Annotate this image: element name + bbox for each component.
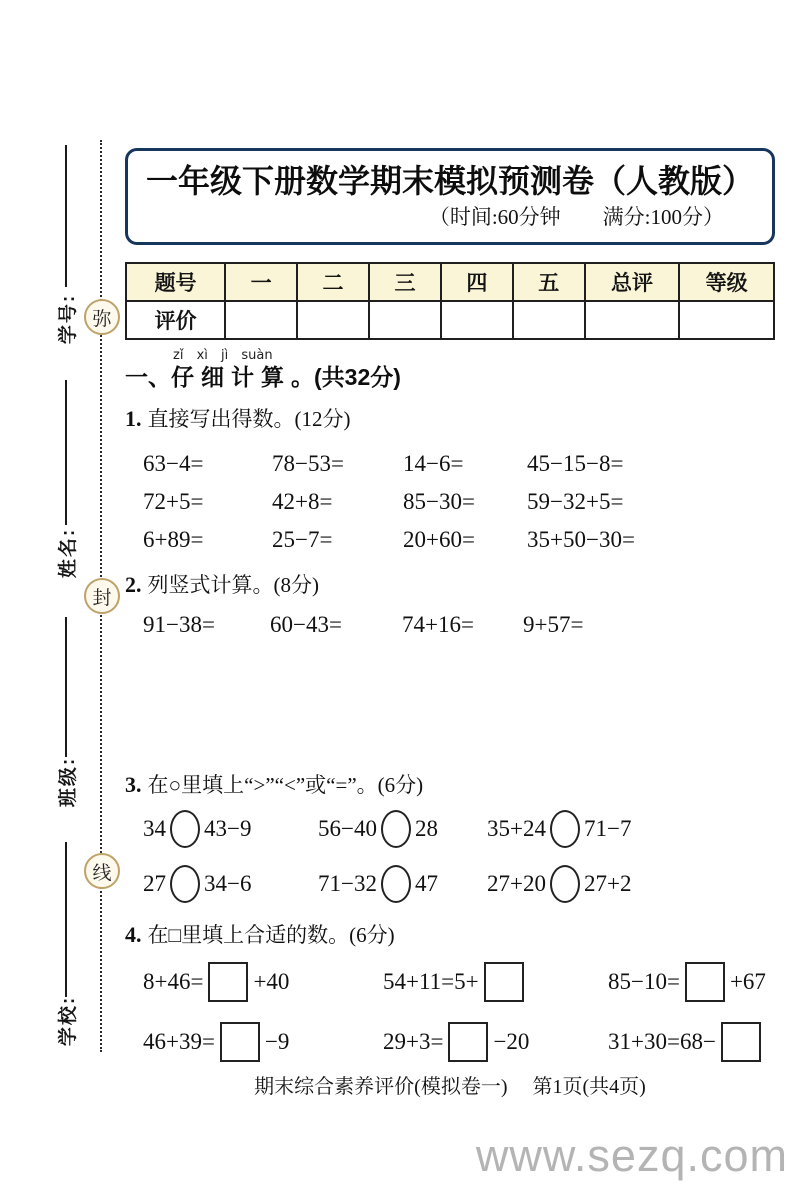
- q3-label: [125, 771, 775, 799]
- compare-right: 47: [414, 871, 438, 896]
- fill-box-blank: [208, 962, 248, 1002]
- school-label: 学校:: [58, 995, 79, 1047]
- fill-left: 8+46=: [143, 969, 204, 994]
- fill-item: [608, 1022, 775, 1062]
- student-id-label: 学号:: [58, 293, 79, 345]
- compare-right: 71−7: [583, 816, 632, 841]
- q4-problem-grid: [125, 962, 775, 1062]
- math-problem: 59−32+5=: [527, 489, 624, 514]
- score-header-question-no: 题号: [126, 263, 225, 301]
- class-label: 班级:: [58, 756, 79, 808]
- score-header-3: 三: [369, 263, 441, 301]
- q1-instruction: 直接写出得数。(12分): [147, 407, 351, 431]
- seal-stamp-mi: 弥: [84, 299, 120, 335]
- q2-number: 2.: [125, 572, 142, 597]
- compare-item: [487, 810, 775, 848]
- math-problem: 85−30=: [403, 489, 475, 514]
- fill-box-blank: [448, 1022, 488, 1062]
- score-cell-empty: [369, 301, 441, 339]
- compare-circle-blank: [550, 865, 580, 903]
- compare-right: 28: [414, 816, 438, 841]
- fill-left: 31+30=68−: [608, 1029, 716, 1054]
- score-cell-empty: [225, 301, 297, 339]
- math-problem: 72+5=: [143, 489, 204, 514]
- math-problem: 60−43=: [270, 612, 342, 637]
- q2-label: [125, 571, 775, 599]
- math-problem: 9+57=: [523, 612, 584, 637]
- q1-label: [125, 405, 775, 433]
- title-box: [125, 148, 775, 245]
- q4-number: 4.: [125, 922, 142, 947]
- seal-stamp-xian: 线: [84, 853, 120, 889]
- score-table: [125, 262, 775, 340]
- compare-right: 34−6: [204, 871, 252, 896]
- section1-prefix: 一、: [125, 364, 171, 390]
- name-label: 姓名:: [58, 527, 79, 579]
- exam-subtitle: （时间:60分钟 满分:100分）: [428, 205, 724, 229]
- fill-item: [383, 962, 608, 1002]
- fill-right: −20: [493, 1029, 530, 1054]
- math-problem: 35+50−30=: [527, 527, 635, 552]
- math-problem: 45−15−8=: [527, 451, 624, 476]
- fill-box-blank: [484, 962, 524, 1002]
- q2-instruction: 列竖式计算。(8分): [147, 573, 319, 597]
- math-problem: 20+60=: [403, 527, 475, 552]
- score-cell-empty: [513, 301, 585, 339]
- score-cell-empty: [585, 301, 680, 339]
- compare-left: 71−32: [318, 871, 377, 896]
- fill-left: 29+3=: [383, 1029, 444, 1054]
- compare-item: [318, 810, 487, 848]
- compare-item: [487, 865, 775, 903]
- q3-number: 3.: [125, 772, 142, 797]
- math-problem: 42+8=: [272, 489, 333, 514]
- fill-left: 46+39=: [143, 1029, 215, 1054]
- compare-item: [143, 865, 318, 903]
- section1-chars: zǐ xì jì suàn 仔细计算: [171, 348, 291, 390]
- compare-left: 34: [143, 816, 166, 841]
- compare-item: [318, 865, 487, 903]
- fill-right: −9: [264, 1029, 290, 1054]
- q3-instruction: 在○里填上“>”“<”或“=”。(6分): [147, 773, 424, 797]
- score-cell-empty: [441, 301, 513, 339]
- section1-heading: [125, 348, 775, 391]
- compare-left: 35+24: [487, 816, 546, 841]
- seal-stamp-feng: 封: [84, 578, 120, 614]
- compare-circle-blank: [170, 810, 200, 848]
- compare-left: 27: [143, 871, 166, 896]
- fill-item: [608, 962, 775, 1002]
- exam-content: [125, 148, 775, 1100]
- page-footer: 期末综合素养评价(模拟卷一) 第1页(共4页): [254, 1076, 646, 1098]
- q2-problem-grid: [125, 611, 775, 639]
- compare-circle-blank: [381, 865, 411, 903]
- math-problem: 63−4=: [143, 451, 204, 476]
- section1-suffix: 。(共32分): [291, 364, 401, 390]
- math-problem: 91−38=: [143, 612, 215, 637]
- score-cell-empty: [297, 301, 369, 339]
- compare-item: [143, 810, 318, 848]
- q4-label: [125, 921, 775, 949]
- fill-item: [383, 1022, 608, 1062]
- fill-item: [143, 1022, 383, 1062]
- compare-left: 27+20: [487, 871, 546, 896]
- compare-circle-blank: [550, 810, 580, 848]
- fill-box-blank: [721, 1022, 761, 1062]
- score-header-total: 总评: [585, 263, 680, 301]
- q4-instruction: 在□里填上合适的数。(6分): [147, 923, 395, 947]
- score-row-label: 评价: [126, 301, 225, 339]
- compare-right: 27+2: [583, 871, 632, 896]
- score-header-4: 四: [441, 263, 513, 301]
- fill-left: 85−10=: [608, 969, 680, 994]
- score-cell-empty: [679, 301, 774, 339]
- math-problem: 14−6=: [403, 451, 464, 476]
- q1-number: 1.: [125, 406, 142, 431]
- score-header-1: 一: [225, 263, 297, 301]
- compare-left: 56−40: [318, 816, 377, 841]
- student-id-blank-line: [65, 145, 67, 287]
- compare-circle-blank: [381, 810, 411, 848]
- score-header-2: 二: [297, 263, 369, 301]
- score-header-grade: 等级: [679, 263, 774, 301]
- math-problem: 6+89=: [143, 527, 204, 552]
- section1-pinyin: zǐ xì jì suàn: [173, 348, 273, 363]
- q1-problem-grid: [125, 450, 775, 554]
- fill-right: +40: [253, 969, 290, 994]
- exam-title: 一年级下册数学期末模拟预测卷（人教版）: [145, 163, 754, 199]
- fill-left: 54+11=5+: [383, 969, 479, 994]
- compare-right: 43−9: [204, 816, 252, 841]
- fill-item: [143, 962, 383, 1002]
- compare-circle-blank: [170, 865, 200, 903]
- q3-problem-grid: [125, 810, 775, 903]
- fill-box-blank: [685, 962, 725, 1002]
- math-problem: 74+16=: [402, 612, 474, 637]
- watermark: www.sezq.com: [475, 1130, 788, 1181]
- math-problem: 25−7=: [272, 527, 333, 552]
- fill-right: +67: [729, 969, 766, 994]
- fill-box-blank: [220, 1022, 260, 1062]
- score-header-5: 五: [513, 263, 585, 301]
- math-problem: 78−53=: [272, 451, 344, 476]
